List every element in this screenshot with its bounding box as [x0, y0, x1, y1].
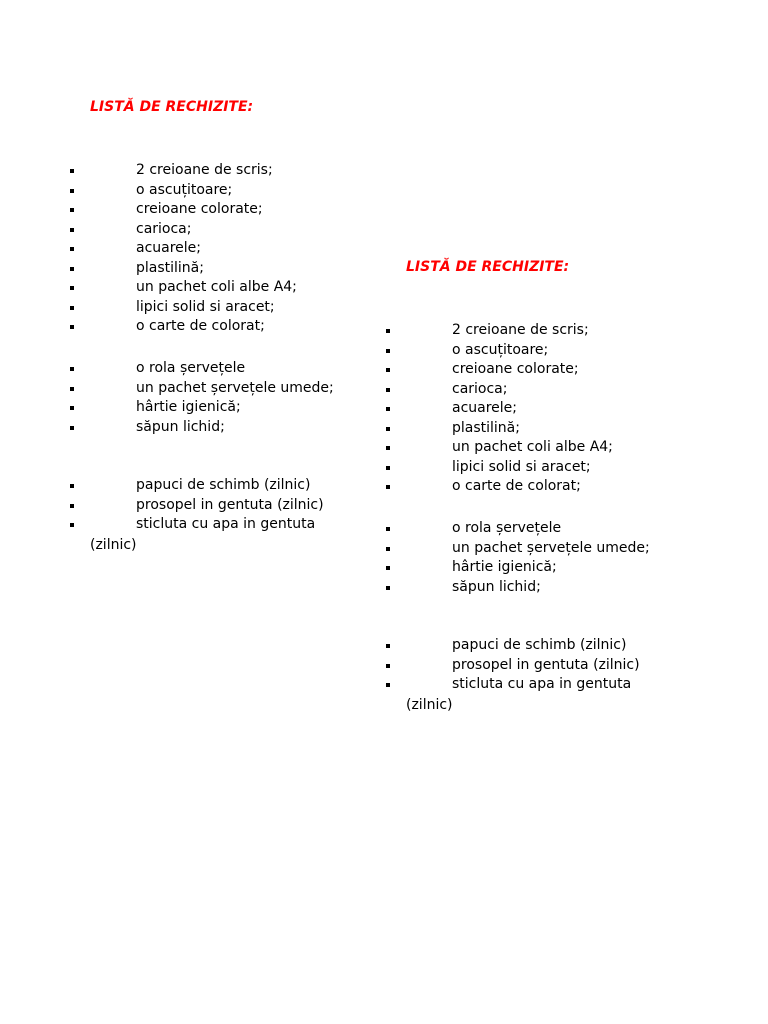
list-item-text: un pachet șervețele umede; [136, 379, 334, 396]
list-item-text: carioca; [452, 380, 508, 397]
square-bullet-icon [386, 527, 390, 531]
square-bullet-icon [70, 189, 74, 193]
list-item-text: o rola șervețele [136, 360, 246, 376]
list-item-text: săpun lichid; [452, 578, 541, 595]
list-item [316, 558, 686, 578]
square-bullet-icon [70, 169, 74, 173]
supply-group-hygiene [316, 519, 686, 597]
list-item-text: sticluta cu apa in gentuta [452, 676, 632, 692]
list-item [316, 656, 686, 676]
list-item-text: hârtie igienică; [136, 399, 241, 415]
list-item-text-continuation: (zilnic) [406, 696, 453, 713]
list-item [0, 379, 370, 399]
square-bullet-icon [70, 247, 74, 251]
square-bullet-icon [70, 325, 74, 329]
list-item [0, 278, 370, 298]
square-bullet-icon [70, 406, 74, 410]
supply-group-school [316, 321, 686, 497]
list-item [0, 259, 370, 279]
list-item [316, 438, 686, 458]
list-item-text: o ascuțitoare; [452, 341, 549, 358]
square-bullet-icon [70, 523, 74, 527]
list-item-text-continuation: (zilnic) [90, 536, 137, 553]
list-item-continuation [316, 695, 686, 715]
list-item [0, 298, 370, 318]
square-bullet-icon [70, 504, 74, 508]
list-item [0, 496, 370, 516]
supply-group-school [0, 161, 370, 337]
list-item-text: un pachet șervețele umede; [452, 539, 650, 556]
square-bullet-icon [70, 267, 74, 271]
square-bullet-icon [70, 306, 74, 310]
list-item [316, 578, 686, 598]
supply-list-right [316, 160, 686, 740]
list-item-text: lipici solid si aracet; [452, 458, 591, 475]
square-bullet-icon [386, 427, 390, 431]
square-bullet-icon [386, 407, 390, 411]
list-item [316, 341, 686, 361]
square-bullet-icon [386, 586, 390, 590]
supply-group-daily [316, 636, 686, 714]
list-item [316, 477, 686, 497]
square-bullet-icon [386, 388, 390, 392]
list-item [316, 419, 686, 439]
list-item [0, 161, 370, 181]
list-item [0, 317, 370, 337]
list-item-text: 2 creioane de scris; [136, 162, 273, 178]
list-item [0, 398, 370, 418]
list-item [316, 399, 686, 419]
square-bullet-icon [386, 485, 390, 489]
square-bullet-icon [386, 446, 390, 450]
square-bullet-icon [70, 367, 74, 371]
list-item-text: papuci de schimb (zilnic) [136, 477, 311, 493]
list-item [0, 515, 370, 535]
list-item [0, 239, 370, 259]
list-item [316, 539, 686, 559]
list-item [0, 418, 370, 438]
square-bullet-icon [70, 426, 74, 430]
list-item-text: creioane colorate; [452, 361, 579, 377]
square-bullet-icon [70, 228, 74, 232]
list-item-continuation [0, 535, 370, 555]
list-item-text: papuci de schimb (zilnic) [452, 637, 627, 653]
square-bullet-icon [386, 547, 390, 551]
list-item [316, 321, 686, 341]
square-bullet-icon [386, 566, 390, 570]
list-item [0, 181, 370, 201]
list-item-text: o carte de colorat; [136, 318, 265, 334]
supply-list-left [0, 0, 370, 580]
list-item-text: acuarele; [136, 240, 202, 256]
list-item-text: creioane colorate; [136, 201, 263, 217]
list-item-text: un pachet coli albe A4; [136, 279, 297, 295]
list-item-text: o rola șervețele [452, 520, 562, 536]
list-item [316, 519, 686, 539]
list-item-text: un pachet coli albe A4; [452, 439, 613, 455]
square-bullet-icon [70, 208, 74, 212]
square-bullet-icon [386, 466, 390, 470]
list-title: LISTĂ DE RECHIZITE: [90, 99, 254, 115]
list-item-text: o carte de colorat; [452, 478, 581, 494]
square-bullet-icon [70, 286, 74, 290]
list-item [316, 636, 686, 656]
list-item-text: plastilină; [136, 259, 204, 276]
supply-group-hygiene [0, 359, 370, 437]
list-item-text: sticluta cu apa in gentuta [136, 516, 316, 532]
list-item-text: plastilină; [452, 419, 520, 436]
list-item-text: prosopel in gentuta (zilnic) [136, 496, 324, 513]
list-title: LISTĂ DE RECHIZITE: [406, 259, 570, 275]
square-bullet-icon [386, 368, 390, 372]
list-item [0, 476, 370, 496]
square-bullet-icon [386, 644, 390, 648]
list-item-text: hârtie igienică; [452, 559, 557, 575]
square-bullet-icon [386, 664, 390, 668]
list-item [0, 220, 370, 240]
list-item-text: 2 creioane de scris; [452, 322, 589, 338]
square-bullet-icon [386, 349, 390, 353]
list-item [0, 200, 370, 220]
list-item [316, 380, 686, 400]
list-item [316, 360, 686, 380]
square-bullet-icon [386, 683, 390, 687]
list-item-text: acuarele; [452, 400, 518, 416]
supply-group-daily [0, 476, 370, 554]
square-bullet-icon [70, 484, 74, 488]
square-bullet-icon [70, 387, 74, 391]
list-item [316, 458, 686, 478]
list-item-text: săpun lichid; [136, 418, 225, 435]
list-item [316, 675, 686, 695]
square-bullet-icon [386, 329, 390, 333]
list-item-text: prosopel in gentuta (zilnic) [452, 656, 640, 673]
list-item-text: o ascuțitoare; [136, 181, 233, 198]
list-item-text: carioca; [136, 220, 192, 237]
list-item-text: lipici solid si aracet; [136, 298, 275, 315]
list-item [0, 359, 370, 379]
